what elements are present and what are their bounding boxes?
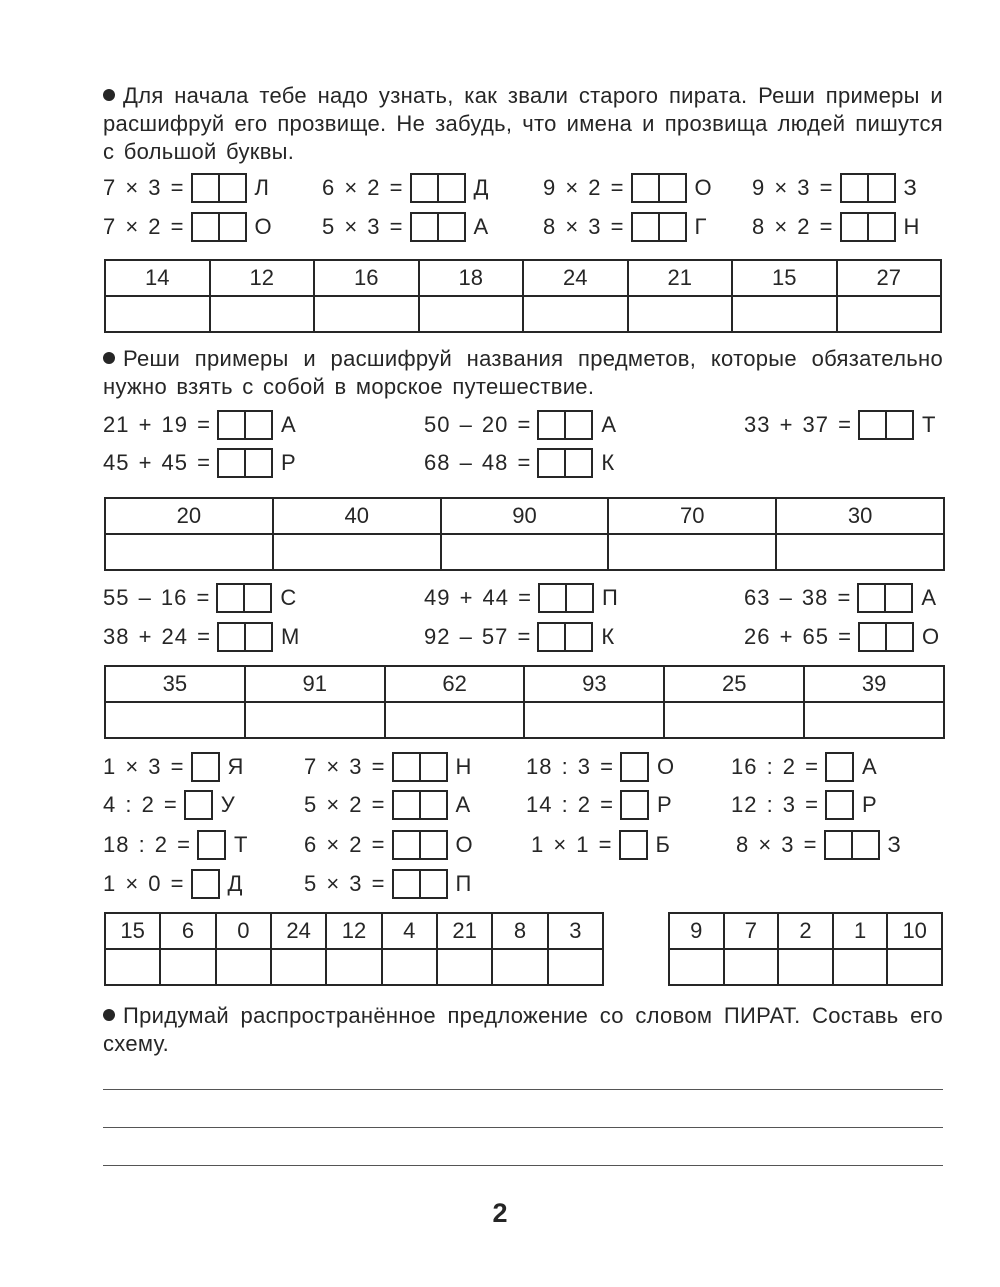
example-expression: 92 – 57 = (424, 624, 532, 649)
key-cell: 20 (105, 498, 273, 534)
answer-cell[interactable] (833, 949, 888, 985)
answer-box[interactable] (217, 448, 246, 478)
answer-cell[interactable] (804, 702, 944, 738)
answer-box[interactable] (537, 410, 566, 440)
key-cell: 7 (724, 913, 779, 949)
answer-box[interactable] (564, 448, 593, 478)
answer-cell[interactable] (664, 702, 804, 738)
example-expression: 55 – 16 = (103, 585, 211, 610)
answer-box[interactable] (437, 173, 466, 203)
answer-cell[interactable] (216, 949, 271, 985)
answer-box[interactable] (620, 790, 649, 820)
answer-cell[interactable] (548, 949, 603, 985)
example-expression: 16 : 2 = (731, 754, 820, 779)
example-letter: Р (862, 792, 877, 817)
answer-box[interactable] (419, 752, 448, 782)
example-expression: 8 × 3 = (736, 832, 818, 857)
example-letter: О (921, 624, 940, 649)
answer-box[interactable] (867, 173, 896, 203)
answer-box[interactable] (631, 212, 660, 242)
answer-cell[interactable] (776, 534, 944, 570)
example (103, 172, 269, 204)
key-cell: 3 (548, 913, 603, 949)
answer-cell[interactable] (271, 949, 326, 985)
example-expression: 63 – 38 = (744, 585, 852, 610)
key-cell: 2 (778, 913, 833, 949)
key-cell: 15 (105, 913, 160, 949)
answer-box[interactable] (564, 622, 593, 652)
answer-box[interactable] (191, 173, 220, 203)
example (304, 751, 471, 783)
example (736, 829, 901, 861)
example (424, 409, 616, 441)
task2-key-table-3-right (668, 912, 943, 986)
answer-cell[interactable] (732, 296, 837, 332)
answer-box[interactable] (564, 410, 593, 440)
key-cell: 14 (105, 260, 210, 296)
example-letter: О (455, 832, 473, 857)
example-letter: Р (280, 450, 296, 475)
answer-box[interactable] (885, 410, 914, 440)
answer-box[interactable] (410, 173, 439, 203)
answer-box[interactable] (857, 583, 886, 613)
answer-cell[interactable] (245, 702, 385, 738)
key-cell: 25 (664, 666, 804, 702)
answer-cell[interactable] (523, 296, 628, 332)
key-cell: 12 (326, 913, 381, 949)
answer-box[interactable] (840, 173, 869, 203)
answer-box[interactable] (825, 752, 854, 782)
key-cell: 6 (160, 913, 215, 949)
example-expression: 5 × 3 = (304, 871, 386, 896)
answer-cell[interactable] (105, 949, 160, 985)
example-expression: 18 : 3 = (526, 754, 615, 779)
example-letter: Р (657, 792, 672, 817)
answer-box[interactable] (858, 410, 887, 440)
example (731, 751, 877, 783)
answer-box[interactable] (243, 583, 272, 613)
task1-key-table (104, 259, 942, 333)
key-cell: 1 (833, 913, 888, 949)
example-letter: А (921, 585, 937, 610)
answer-cell[interactable] (608, 534, 776, 570)
answer-box[interactable] (885, 622, 914, 652)
answer-box[interactable] (840, 212, 869, 242)
example (304, 789, 470, 821)
answer-cell[interactable] (160, 949, 215, 985)
example-expression: 14 : 2 = (526, 792, 615, 817)
example (103, 751, 243, 783)
answer-cell[interactable] (382, 949, 437, 985)
example (424, 582, 618, 614)
task3-text: Придумай распространённое предложение со словом ПИРАТ. Составь его схему. (103, 1003, 943, 1056)
task2-key-table-2 (104, 665, 945, 739)
answer-box[interactable] (217, 410, 246, 440)
task2-text: Реши примеры и расшифруй названия предметов, которые обязательно нужно взять с собой в морское путешествие. (103, 346, 943, 399)
example-letter: Н (903, 214, 920, 239)
example-letter: П (455, 871, 472, 896)
example-letter: О (694, 175, 712, 200)
answer-box[interactable] (537, 622, 566, 652)
answer-box[interactable] (217, 622, 246, 652)
example-letter: Л (254, 175, 269, 200)
example (526, 789, 672, 821)
key-cell: 27 (837, 260, 942, 296)
bullet-icon (103, 1009, 115, 1021)
example-letter: Г (694, 214, 707, 239)
example-expression: 26 + 65 = (744, 624, 852, 649)
example (424, 621, 614, 653)
key-cell: 70 (608, 498, 776, 534)
answer-box[interactable] (825, 790, 854, 820)
answer-cell[interactable] (105, 534, 273, 570)
key-cell: 10 (887, 913, 942, 949)
example-expression: 50 – 20 = (424, 412, 532, 437)
answer-box[interactable] (620, 752, 649, 782)
answer-cell[interactable] (837, 296, 942, 332)
key-cell: 9 (669, 913, 724, 949)
example (744, 409, 935, 441)
example-expression: 45 + 45 = (103, 450, 211, 475)
example-expression: 8 × 2 = (752, 214, 834, 239)
answer-box[interactable] (184, 790, 213, 820)
answer-box[interactable] (410, 212, 439, 242)
example (531, 829, 670, 861)
example-letter: О (254, 214, 272, 239)
example (526, 751, 674, 783)
answer-cell[interactable] (887, 949, 942, 985)
answer-box[interactable] (191, 869, 220, 899)
example-expression: 7 × 3 = (103, 175, 185, 200)
task1-instruction (103, 82, 943, 166)
answer-box[interactable] (867, 212, 896, 242)
example-letter: Д (473, 175, 489, 200)
example (103, 621, 299, 653)
key-cell: 15 (732, 260, 837, 296)
example (543, 211, 706, 243)
example-expression: 5 × 3 = (322, 214, 404, 239)
example-expression: 18 : 2 = (103, 832, 192, 857)
answer-box[interactable] (392, 830, 421, 860)
task3-instruction (103, 1002, 943, 1058)
key-cell: 39 (804, 666, 944, 702)
example-letter: З (903, 175, 917, 200)
example-expression: 5 × 2 = (304, 792, 386, 817)
answer-cell[interactable] (419, 296, 524, 332)
example-letter: Т (921, 412, 936, 437)
example-letter: З (887, 832, 901, 857)
answer-cell[interactable] (385, 702, 525, 738)
answer-box[interactable] (244, 448, 273, 478)
example-letter: Я (227, 754, 244, 779)
key-cell: 30 (776, 498, 944, 534)
key-cell: 21 (628, 260, 733, 296)
example (103, 211, 272, 243)
answer-box[interactable] (191, 752, 220, 782)
example (752, 172, 917, 204)
example-letter: П (601, 585, 618, 610)
key-cell: 40 (273, 498, 441, 534)
example (103, 409, 296, 441)
task2-key-table-1 (104, 497, 945, 571)
example-expression: 49 + 44 = (424, 585, 532, 610)
example-letter: К (601, 450, 615, 475)
answer-box[interactable] (392, 790, 421, 820)
answer-box[interactable] (858, 622, 887, 652)
answer-cell[interactable] (437, 949, 492, 985)
answer-box[interactable] (197, 830, 226, 860)
answer-box[interactable] (216, 583, 245, 613)
answer-box[interactable] (565, 583, 594, 613)
answer-box[interactable] (392, 869, 421, 899)
answer-cell[interactable] (492, 949, 547, 985)
example-expression: 6 × 2 = (322, 175, 404, 200)
answer-box[interactable] (218, 173, 247, 203)
key-cell: 62 (385, 666, 525, 702)
task2-key-table-3-left (104, 912, 604, 986)
example (752, 211, 919, 243)
bullet-icon (103, 89, 115, 101)
answer-box[interactable] (244, 410, 273, 440)
answer-cell[interactable] (314, 296, 419, 332)
key-cell: 24 (271, 913, 326, 949)
key-cell: 16 (314, 260, 419, 296)
example-letter: А (601, 412, 617, 437)
answer-box[interactable] (218, 212, 247, 242)
answer-box[interactable] (191, 212, 220, 242)
example-letter: Б (655, 832, 670, 857)
example-expression: 38 + 24 = (103, 624, 211, 649)
key-cell: 21 (437, 913, 492, 949)
bullet-icon (103, 352, 115, 364)
answer-box[interactable] (419, 830, 448, 860)
key-cell: 8 (492, 913, 547, 949)
example-expression: 68 – 48 = (424, 450, 532, 475)
answer-box[interactable] (658, 212, 687, 242)
example-expression: 1 × 1 = (531, 832, 613, 857)
answer-box[interactable] (824, 830, 853, 860)
answer-box[interactable] (851, 830, 880, 860)
example-expression: 12 : 3 = (731, 792, 820, 817)
example (744, 621, 939, 653)
answer-cell[interactable] (210, 296, 315, 332)
answer-box[interactable] (244, 622, 273, 652)
example (424, 447, 614, 479)
example-expression: 21 + 19 = (103, 412, 211, 437)
example (731, 789, 877, 821)
example (103, 582, 296, 614)
example-expression: 4 : 2 = (103, 792, 178, 817)
example (304, 829, 473, 861)
answer-box[interactable] (437, 212, 466, 242)
example-letter: А (280, 412, 296, 437)
example-letter: С (280, 585, 297, 610)
example (322, 172, 488, 204)
answer-cell[interactable] (441, 534, 609, 570)
example (304, 868, 471, 900)
example-letter: М (280, 624, 300, 649)
answer-box[interactable] (884, 583, 913, 613)
answer-cell[interactable] (778, 949, 833, 985)
key-cell: 24 (523, 260, 628, 296)
answer-cell[interactable] (669, 949, 724, 985)
example-letter: А (455, 792, 471, 817)
key-cell: 4 (382, 913, 437, 949)
example-expression: 1 × 0 = (103, 871, 185, 896)
writing-line[interactable] (103, 1127, 943, 1128)
example (103, 829, 247, 861)
example-letter: О (657, 754, 675, 779)
key-cell: 90 (441, 498, 609, 534)
answer-box[interactable] (419, 790, 448, 820)
example-letter: К (601, 624, 615, 649)
example-expression: 7 × 2 = (103, 214, 185, 239)
key-cell: 93 (524, 666, 664, 702)
answer-box[interactable] (419, 869, 448, 899)
example-letter: Т (234, 832, 248, 857)
task1-text: Для начала тебе надо узнать, как звали старого пирата. Реши примеры и расшифруй его прозвище. Не забудь, что имена и прозвища людей пишутся с большой буквы. (103, 83, 943, 164)
example-expression: 9 × 3 = (752, 175, 834, 200)
answer-cell[interactable] (273, 534, 441, 570)
key-cell: 18 (419, 260, 524, 296)
example-letter: У (220, 792, 235, 817)
example-expression: 1 × 3 = (103, 754, 185, 779)
example-expression: 8 × 3 = (543, 214, 625, 239)
answer-cell[interactable] (105, 296, 210, 332)
example-letter: А (473, 214, 489, 239)
example-letter: Н (455, 754, 472, 779)
answer-box[interactable] (538, 583, 567, 613)
example (103, 789, 235, 821)
example (322, 211, 488, 243)
answer-cell[interactable] (724, 949, 779, 985)
task2-instruction (103, 345, 943, 401)
writing-line[interactable] (103, 1165, 943, 1166)
key-cell: 0 (216, 913, 271, 949)
answer-box[interactable] (537, 448, 566, 478)
answer-cell[interactable] (524, 702, 664, 738)
answer-box[interactable] (619, 830, 648, 860)
answer-cell[interactable] (105, 702, 245, 738)
key-cell: 91 (245, 666, 385, 702)
key-cell: 12 (210, 260, 315, 296)
answer-cell[interactable] (628, 296, 733, 332)
answer-cell[interactable] (326, 949, 381, 985)
example-expression: 6 × 2 = (304, 832, 386, 857)
example-expression: 33 + 37 = (744, 412, 852, 437)
key-cell: 35 (105, 666, 245, 702)
example (543, 172, 712, 204)
example-letter: Д (227, 871, 243, 896)
writing-line[interactable] (103, 1089, 943, 1090)
example-letter: А (862, 754, 877, 779)
example (103, 447, 296, 479)
example (103, 868, 242, 900)
answer-box[interactable] (631, 173, 660, 203)
answer-box[interactable] (658, 173, 687, 203)
page-number: 2 (492, 1198, 508, 1228)
example (744, 582, 936, 614)
answer-box[interactable] (392, 752, 421, 782)
example-expression: 9 × 2 = (543, 175, 625, 200)
example-expression: 7 × 3 = (304, 754, 386, 779)
